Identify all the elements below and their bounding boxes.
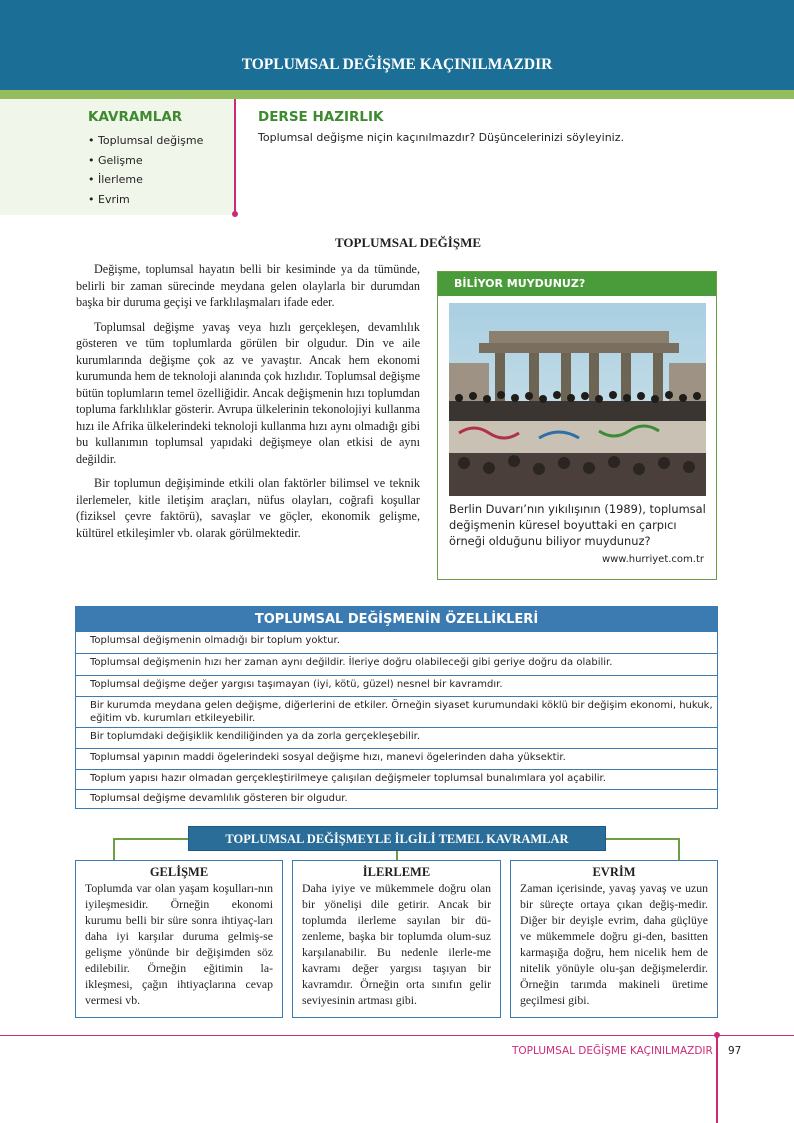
kavram-item: • Gelişme bbox=[88, 151, 203, 171]
table-row: Toplum yapısı hazır olmadan gerçekleştirilmeye çalışılan değişmeler toplumsal bunalımlara yol açabilir. bbox=[76, 769, 717, 789]
chapter-title: TOPLUMSAL DEĞİŞME KAÇINILMAZDIR bbox=[241, 56, 553, 73]
info-box bbox=[437, 271, 717, 580]
berlin-wall-photo bbox=[449, 303, 706, 496]
photo-caption: Berlin Duvarı’nın yıkılışının (1989), toplumsal değişmenin küresel boyuttaki en çarpıcı örneği olduğunu biliyor muydunuz? bbox=[449, 502, 706, 548]
table-row: Toplumsal değişme değer yargısı taşımayan (iyi, kötü, güzel) nesnel bir kavramdır. bbox=[76, 675, 717, 696]
paragraph: Değişme, toplumsal hayatın belli bir kesiminde ya da tümünde, belirli bir zaman sürecinde meydana gelen olaylarla bir durumdan başka bir duruma geçişi ve farklılaşmaları ifade eder. bbox=[76, 262, 420, 309]
table-row: Toplumsal değişmenin hızı her zaman aynı değildir. İleriye doğru olabileceği gibi geriye doğru da olabilir. bbox=[76, 653, 717, 675]
table-row: Bir toplumdaki değişiklik kendiliğinden ya da zorla gerçekleşebilir. bbox=[76, 727, 717, 748]
kavramlar-list bbox=[88, 131, 203, 209]
info-box-title: BİLİYOR MUYDUNUZ? bbox=[438, 272, 716, 296]
derse-hazirlik-text: Toplumsal değişme niçin kaçınılmazdır? Düşüncelerinizi söyleyiniz. bbox=[258, 131, 625, 144]
table-row: Toplumsal değişme devamlılık gösteren bir olgudur. bbox=[76, 789, 717, 809]
concept-card-gelisme bbox=[75, 860, 283, 1018]
header-accent-bar bbox=[0, 90, 794, 99]
footer-vertical-line bbox=[716, 1035, 718, 1123]
kavram-item: • Toplumsal değişme bbox=[88, 131, 203, 151]
concepts-header bbox=[188, 826, 606, 851]
features-table-title: TOPLUMSAL DEĞİŞMENİN ÖZELLİKLERİ bbox=[76, 607, 717, 632]
derse-hazirlik-title: DERSE HAZIRLIK bbox=[258, 109, 384, 125]
concept-text: Daha iyiye ve mükemmele doğru olan bir yönelişi dile getirir. Ancak bir toplumda ilerleme sayılan bir dü-zenleme, başka bir toplumda olum-suz karşılanabilir. Bu nedenle ilerle-me kavramı değer yargısı taşıyan bir kavramdır. Örneğin orta sınıfın gelir seviyesinin artması gibi. bbox=[302, 881, 491, 1007]
footer-title: TOPLUMSAL DEĞİŞME KAÇINILMAZDIR bbox=[512, 1045, 713, 1057]
table-row: Toplumsal değişmenin olmadığı bir toplum yoktur. bbox=[76, 631, 717, 653]
concept-title: GELİŞME bbox=[149, 865, 209, 879]
section-title: TOPLUMSAL DEĞİŞME bbox=[334, 235, 482, 250]
table-row: Bir kurumda meydana gelen değişme, diğerlerini de etkiler. Örneğin siyaset kurumundaki köklü bir değişim ekonomi, hukuk, eğitim vb. kurumları etkileyebilir. bbox=[76, 696, 717, 727]
connector-line bbox=[396, 850, 398, 860]
connector-line bbox=[113, 838, 193, 840]
concept-title: EVRİM bbox=[592, 865, 636, 879]
kavram-item: • İlerleme bbox=[88, 170, 203, 190]
footer-dot bbox=[714, 1032, 720, 1038]
connector-line bbox=[600, 838, 680, 840]
table-row: Toplumsal yapının maddi ögelerindeki sosyal değişme hızı, manevi ögelerinden daha yüksektir. bbox=[76, 748, 717, 769]
kavram-item: • Evrim bbox=[88, 190, 203, 210]
connector-line bbox=[678, 838, 680, 860]
features-table bbox=[75, 606, 718, 809]
paragraph: Bir toplumun değişiminde etkili olan faktörler bilimsel ve teknik ilerlemeler, kitle iletişim araçları, nüfus olayları, coğrafi koşullar (fiziksel çevre faktörü), savaşlar ve göçler, ekonomik gelişme, kültürel etkileşimler vb. olarak görülmektedir. bbox=[76, 476, 420, 540]
footer-line bbox=[0, 1035, 794, 1036]
concept-text: Zaman içerisinde, yavaş yavaş ve uzun bir süreçte ortaya çıkan değiş-medir. Diğer bir deyişle evrim, daha güçlüye ve mükemmele doğru gi-den, basitten karmaşığa doğru, hem nicelik hem de nitelik yönüyle olu-şan değişmelerdir. Örneğin tarımda makineli üretime geçilmesi gibi. bbox=[520, 881, 708, 1007]
kavramlar-title: KAVRAMLAR bbox=[88, 109, 183, 125]
photo-source: www.hurriyet.com.tr bbox=[601, 554, 704, 565]
page-number: 97 bbox=[728, 1045, 742, 1057]
connector-line bbox=[113, 838, 115, 860]
concept-card-ilerleme bbox=[292, 860, 501, 1018]
header-vertical-divider bbox=[234, 99, 236, 214]
chapter-header bbox=[0, 0, 794, 90]
body-text bbox=[76, 261, 420, 549]
concept-card-evrim bbox=[510, 860, 718, 1018]
concept-title: İLERLEME bbox=[362, 865, 431, 879]
concepts-title: TOPLUMSAL DEĞİŞMEYLE İLGİLİ TEMEL KAVRAMLAR bbox=[225, 832, 569, 846]
divider-dot bbox=[232, 211, 238, 217]
paragraph: Toplumsal değişme yavaş veya hızlı gerçekleşen, devamlılık gösteren ve tüm toplumlarda görülen bir olgudur. Din ve aile kurumlarında değişme çok az ve yavaştır. Ancak hem ekonomi kurumunda hem de teknoloji alanında çok hızlıdır. Toplumsal değişme bütün toplumların temel özelliğidir. Ancak değişmenin hızı toplumdan topluma farklılıklar gösterir. Avrupa ülkelerinin tekonolojiyi kullanma hızı ile Afrika ülkelerindeki teknoloji kullanma hızı aynı olmadığı gibi bu kullanımın toplumsal yapıdaki değişmeye olan etkisi de aynı değildir. bbox=[76, 319, 420, 466]
concept-text: Toplumda var olan yaşam koşulları-nın iyileşmesidir. Örneğin ekonomi kurumu belli bir süre sonra ihtiyaç-ları daha iyi karşılar duruma gelmiş-se gelişme yönünde bir değişimden söz edilebilir. Örneğin eğitimin la-ikleşmesi, çağın ihtiyaçlarına cevap vermesi vb. bbox=[85, 881, 273, 1007]
